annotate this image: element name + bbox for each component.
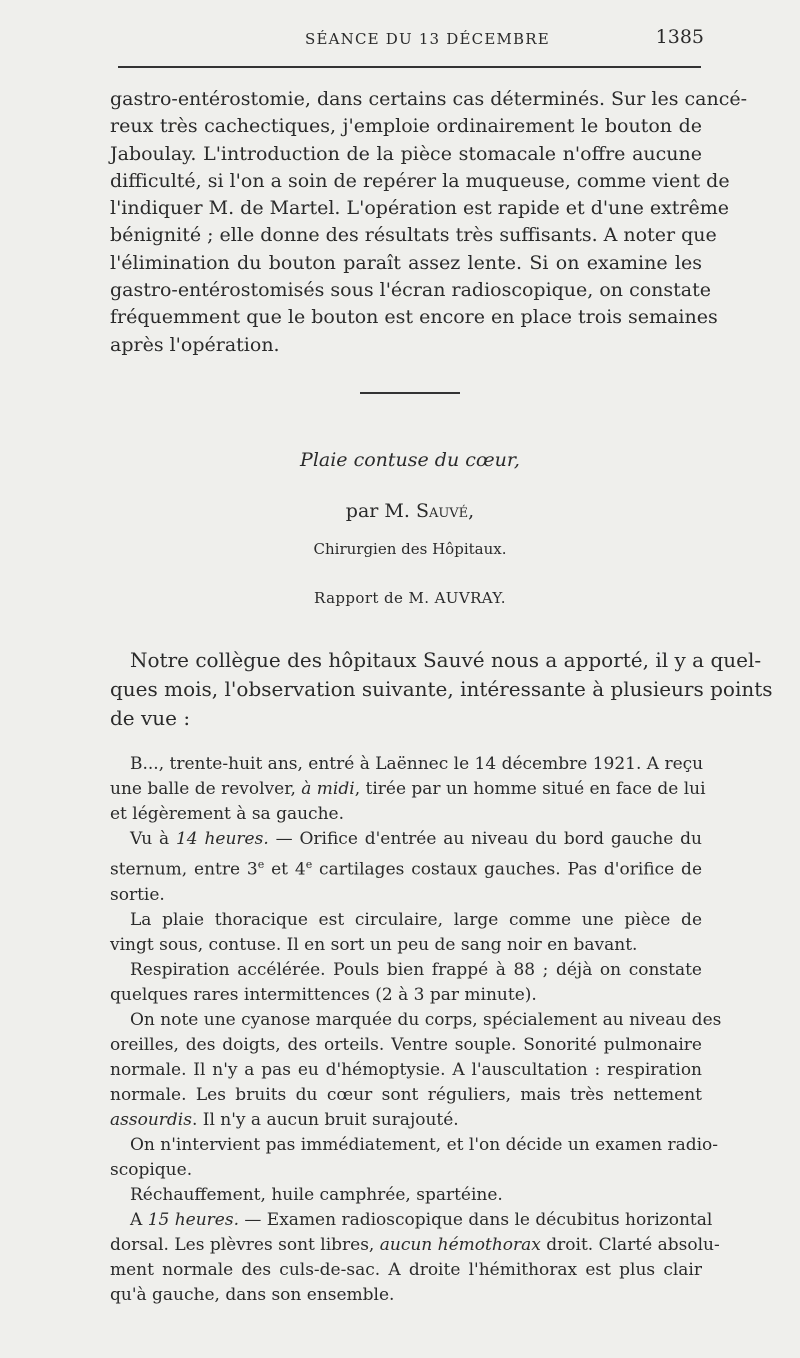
- running-title: SÉANCE DU 13 DÉCEMBRE: [305, 30, 550, 48]
- text-line: normale. Les bruits du cœur sont réguliers, mais très nettement: [110, 1084, 702, 1105]
- text-line: Vu à 14 heures. — Orifice d'entrée au niveau du bord gauche du: [130, 829, 702, 849]
- text-line: La plaie thoracique est circulaire, large comme une pièce de: [130, 909, 702, 930]
- article-title: Plaie contuse du cœur,: [300, 449, 520, 471]
- author-prefix: par M.: [345, 500, 410, 522]
- text-line: qu'à gauche, dans son ensemble.: [110, 1284, 395, 1305]
- text-line: Jaboulay. L'introduction de la pièce stomacale n'offre aucune: [110, 142, 702, 165]
- text-line: difficulté, si l'on a soin de repérer la muqueuse, comme vient de: [110, 169, 730, 192]
- text-line: une balle de revolver, à midi, tirée par un homme situé en face de lui: [110, 779, 706, 799]
- article-author: [0, 500, 800, 522]
- text-line: dorsal. Les plèvres sont libres, aucun hémothorax droit. Clarté absolu-: [110, 1234, 720, 1255]
- text-line: Réchauffement, huile camphrée, spartéine.: [130, 1184, 503, 1205]
- text-line: ques mois, l'observation suivante, intéressante à plusieurs points: [110, 677, 773, 701]
- text-line: A 15 heures. — Examen radioscopique dans le décubitus horizontal: [130, 1209, 713, 1230]
- author-name: Sauvé,: [415, 500, 475, 522]
- text-line: de vue :: [110, 706, 191, 730]
- text-line: scopique.: [110, 1159, 193, 1180]
- text-line: et légèrement à sa gauche.: [110, 804, 344, 824]
- page-number: 1385: [655, 26, 704, 48]
- text-line: gastro-entérostomisés sous l'écran radioscopique, on constate: [110, 279, 711, 302]
- text-line: après l'opération.: [110, 333, 280, 356]
- intro-paragraph: [110, 646, 773, 733]
- text-line: normale. Il n'y a pas eu d'hémoptysie. A l'auscultation : respiration: [110, 1059, 702, 1080]
- top-paragraph: [110, 86, 748, 359]
- text-line: reux très cachectiques, j'emploie ordinairement le bouton de: [110, 115, 702, 138]
- text-line: quelques rares intermittences (2 à 3 par minute).: [110, 984, 537, 1005]
- header-rule: [118, 66, 701, 68]
- text-line: gastro-entérostomie, dans certains cas déterminés. Sur les cancé-: [110, 88, 748, 110]
- text-line: Respiration accélérée. Pouls bien frappé à 88 ; déjà on constate: [130, 959, 702, 980]
- text-line: assourdis. Il n'y a aucun bruit surajouté.: [110, 1109, 459, 1130]
- text-line: sternum, entre 3e et 4e cartilages costaux gauches. Pas d'orifice de: [110, 858, 703, 880]
- section-separator: [360, 392, 460, 394]
- text-line: On note une cyanose marquée du corps, spécialement au niveau des: [130, 1009, 722, 1030]
- author-affiliation: Chirurgien des Hôpitaux.: [313, 540, 507, 558]
- text-line: oreilles, des doigts, des orteils. Ventre souple. Sonorité pulmonaire: [110, 1034, 702, 1055]
- text-line: ment normale des culs-de-sac. A droite l'hémithorax est plus clair: [110, 1259, 702, 1280]
- text-line: Notre collègue des hôpitaux Sauvé nous a apporté, il y a quel-: [130, 648, 762, 672]
- text-line: sortie.: [110, 884, 165, 905]
- observation-text: [110, 752, 722, 1308]
- text-line: vingt sous, contuse. Il en sort un peu de sang noir en bavant.: [110, 934, 638, 955]
- text-line: fréquemment que le bouton est encore en place trois semaines: [110, 306, 718, 329]
- text-line: l'indiquer M. de Martel. L'opération est rapide et d'une extrême: [110, 197, 730, 220]
- text-line: bénignité ; elle donne des résultats très suffisants. A noter que: [110, 224, 717, 247]
- text-line: On n'intervient pas immédiatement, et l'on décide un examen radio-: [130, 1134, 719, 1155]
- report-line: Rapport de M. AUVRAY.: [314, 589, 506, 607]
- text-line: B..., trente-huit ans, entré à Laënnec le 14 décembre 1921. A reçu: [130, 754, 704, 774]
- running-head: [0, 24, 800, 54]
- text-line: l'élimination du bouton paraît assez lente. Si on examine les: [110, 251, 702, 274]
